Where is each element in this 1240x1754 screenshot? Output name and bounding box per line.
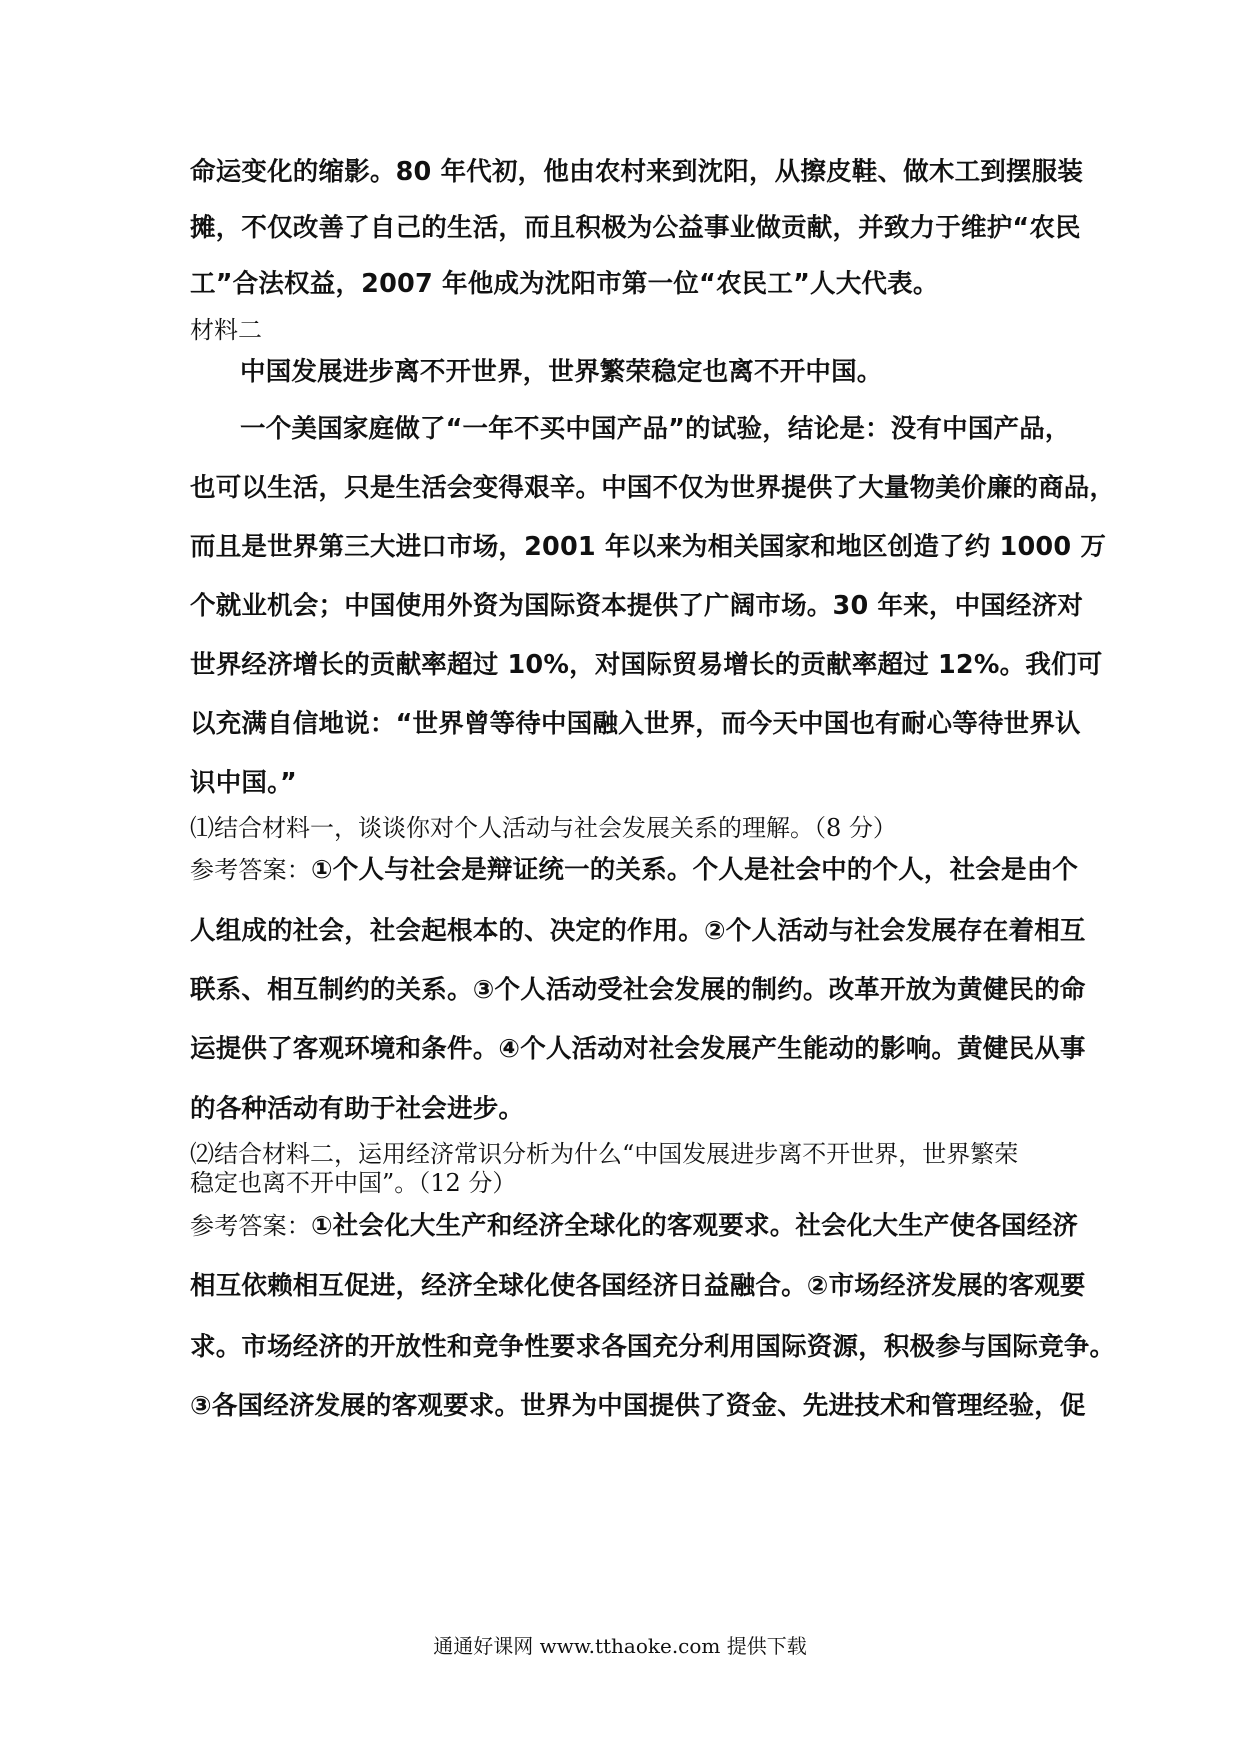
- answer-label: 参考答案：: [190, 856, 311, 884]
- page-footer: 通通好课网 www.tthaoke.com 提供下载: [433, 1634, 807, 1658]
- question-two: ⑵结合材料二，运用经济常识分析为什么“中国发展进步离不开世界，世界繁荣: [190, 1140, 1019, 1168]
- answer-line: ③各国经济发展的客观要求。世界为中国提供了资金、先进技术和管理经验，促: [190, 1391, 1086, 1421]
- question-two-answer: [190, 1206, 1078, 1242]
- material-two-line: 识中国。”: [190, 768, 298, 798]
- material-one-line: 摊，不仅改善了自己的生活，而且积极为公益事业做贡献，并致力于维护“农民: [190, 213, 1081, 243]
- material-two-line: 世界经济增长的贡献率超过 10%，对国际贸易增长的贡献率超过 12%。我们可: [190, 650, 1103, 680]
- answer-line: 联系、相互制约的关系。③个人活动受社会发展的制约。改革开放为黄健民的命: [190, 975, 1086, 1005]
- answer-text: ①社会化大生产和经济全球化的客观要求。社会化大生产使各国经济: [311, 1211, 1079, 1241]
- answer-line: 运提供了客观环境和条件。④个人活动对社会发展产生能动的影响。黄健民从事: [190, 1034, 1086, 1064]
- answer-line: 相互依赖相互促进，经济全球化使各国经济日益融合。②市场经济发展的客观要: [190, 1271, 1086, 1301]
- answer-line: 的各种活动有助于社会进步。: [190, 1094, 525, 1124]
- answer-line: 求。市场经济的开放性和竞争性要求各国充分利用国际资源，积极参与国际竞争。: [190, 1332, 1116, 1362]
- answer-text: ①个人与社会是辩证统一的关系。个人是社会中的个人，社会是由个: [311, 855, 1079, 885]
- material-two-line: 一个美国家庭做了“一年不买中国产品”的试验，结论是：没有中国产品，: [240, 414, 1071, 444]
- answer-line: 人组成的社会，社会起根本的、决定的作用。②个人活动与社会发展存在着相互: [190, 916, 1086, 946]
- answer-label: 参考答案：: [190, 1212, 311, 1240]
- material-two-line: 也可以生活，只是生活会变得艰辛。中国不仅为世界提供了大量物美价廉的商品，: [190, 473, 1116, 503]
- question-one-answer: [190, 850, 1078, 886]
- material-two-lead: 中国发展进步离不开世界，世界繁荣稳定也离不开中国。: [240, 357, 883, 387]
- material-two-line: 个就业机会；中国使用外资为国际资本提供了广阔市场。30 年来，中国经济对: [190, 591, 1084, 621]
- material-one-line: 工”合法权益，2007 年他成为沈阳市第一位“农民工”人大代表。: [190, 269, 939, 299]
- material-two-line: 而且是世界第三大进口市场，2001 年以来为相关国家和地区创造了约 1000 万: [190, 532, 1107, 562]
- question-two: 稳定也离不开中国”。（12 分）: [190, 1169, 517, 1197]
- material-two-line: 以充满自信地说：“世界曾等待中国融入世界，而今天中国也有耐心等待世界认: [190, 709, 1081, 739]
- material-two-heading: 材料二: [190, 316, 262, 344]
- material-one-line: 命运变化的缩影。80 年代初，他由农村来到沈阳，从擦皮鞋、做木工到摆服装: [190, 157, 1084, 187]
- question-one: ⑴结合材料一，谈谈你对个人活动与社会发展关系的理解。（8 分）: [190, 814, 897, 842]
